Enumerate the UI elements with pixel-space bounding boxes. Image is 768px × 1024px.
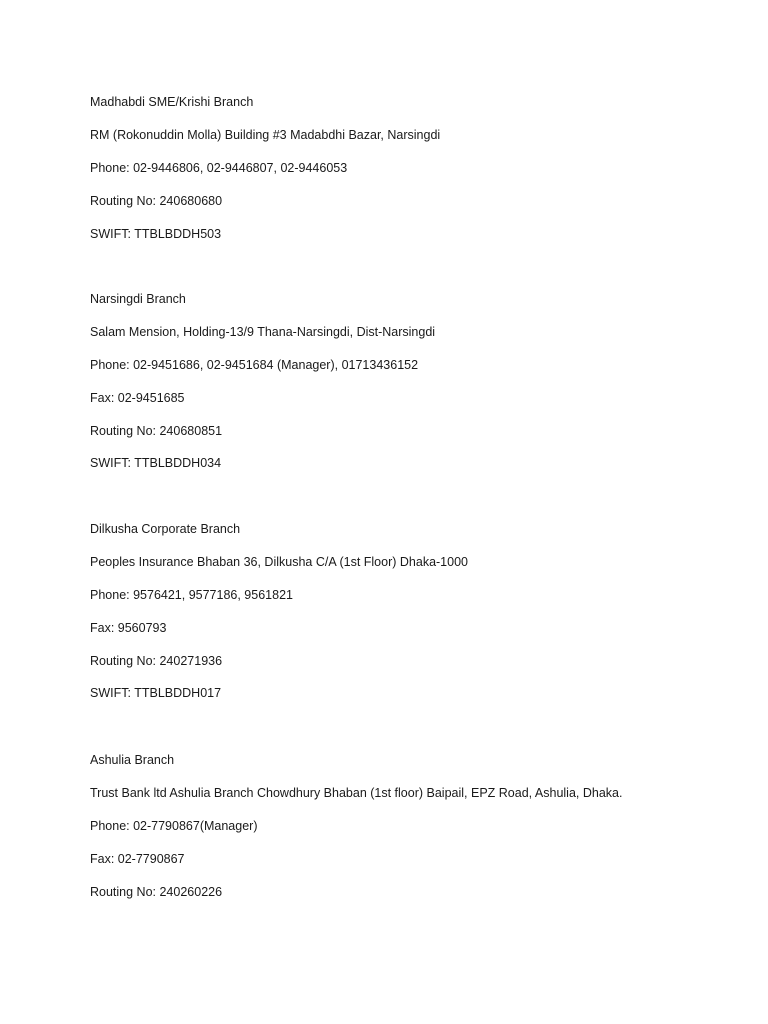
branch-block-narsingdi (90, 291, 730, 488)
branch-phone: Phone: 9576421, 9577186, 9561821 (90, 587, 293, 602)
branch-phone: Phone: 02-9446806, 02-9446807, 02-9446053 (90, 160, 348, 175)
branch-address: RM (Rokonuddin Molla) Building #3 Madabdhi Bazar, Narsingdi (90, 127, 441, 142)
branch-routing: Routing No: 240271936 (90, 653, 223, 668)
branch-routing: Routing No: 240260226 (90, 884, 223, 899)
branch-swift: SWIFT: TTBLBDDH034 (90, 456, 222, 471)
branch-fax: Fax: 02-7790867 (90, 851, 185, 866)
branch-block-dilkusha (90, 521, 730, 718)
branch-swift: SWIFT: TTBLBDDH503 (90, 226, 222, 241)
branch-name: Ashulia Branch (90, 753, 175, 767)
branch-address: Salam Mension, Holding-13/9 Thana-Narsingdi, Dist-Narsingdi (90, 324, 436, 339)
branch-name: Dilkusha Corporate Branch (90, 522, 241, 536)
branch-swift: SWIFT: TTBLBDDH017 (90, 686, 222, 701)
branch-block-ashulia (90, 752, 730, 916)
branch-phone: Phone: 02-7790867(Manager) (90, 818, 258, 833)
branch-routing: Routing No: 240680680 (90, 193, 223, 208)
branch-phone: Phone: 02-9451686, 02-9451684 (Manager), 01713436152 (90, 357, 419, 372)
branch-address: Peoples Insurance Bhaban 36, Dilkusha C/A (1st Floor) Dhaka-1000 (90, 554, 468, 569)
branch-routing: Routing No: 240680851 (90, 423, 223, 438)
branch-address: Trust Bank ltd Ashulia Branch Chowdhury Bhaban (1st floor) Baipail, EPZ Road, Ashulia, Dhaka. (90, 785, 623, 800)
branch-name: Narsingdi Branch (90, 292, 186, 306)
branch-fax: Fax: 02-9451685 (90, 390, 185, 405)
branch-name: Madhabdi SME/Krishi Branch (90, 95, 254, 109)
branch-block-madhabdi (90, 94, 730, 258)
branch-fax: Fax: 9560793 (90, 620, 167, 635)
